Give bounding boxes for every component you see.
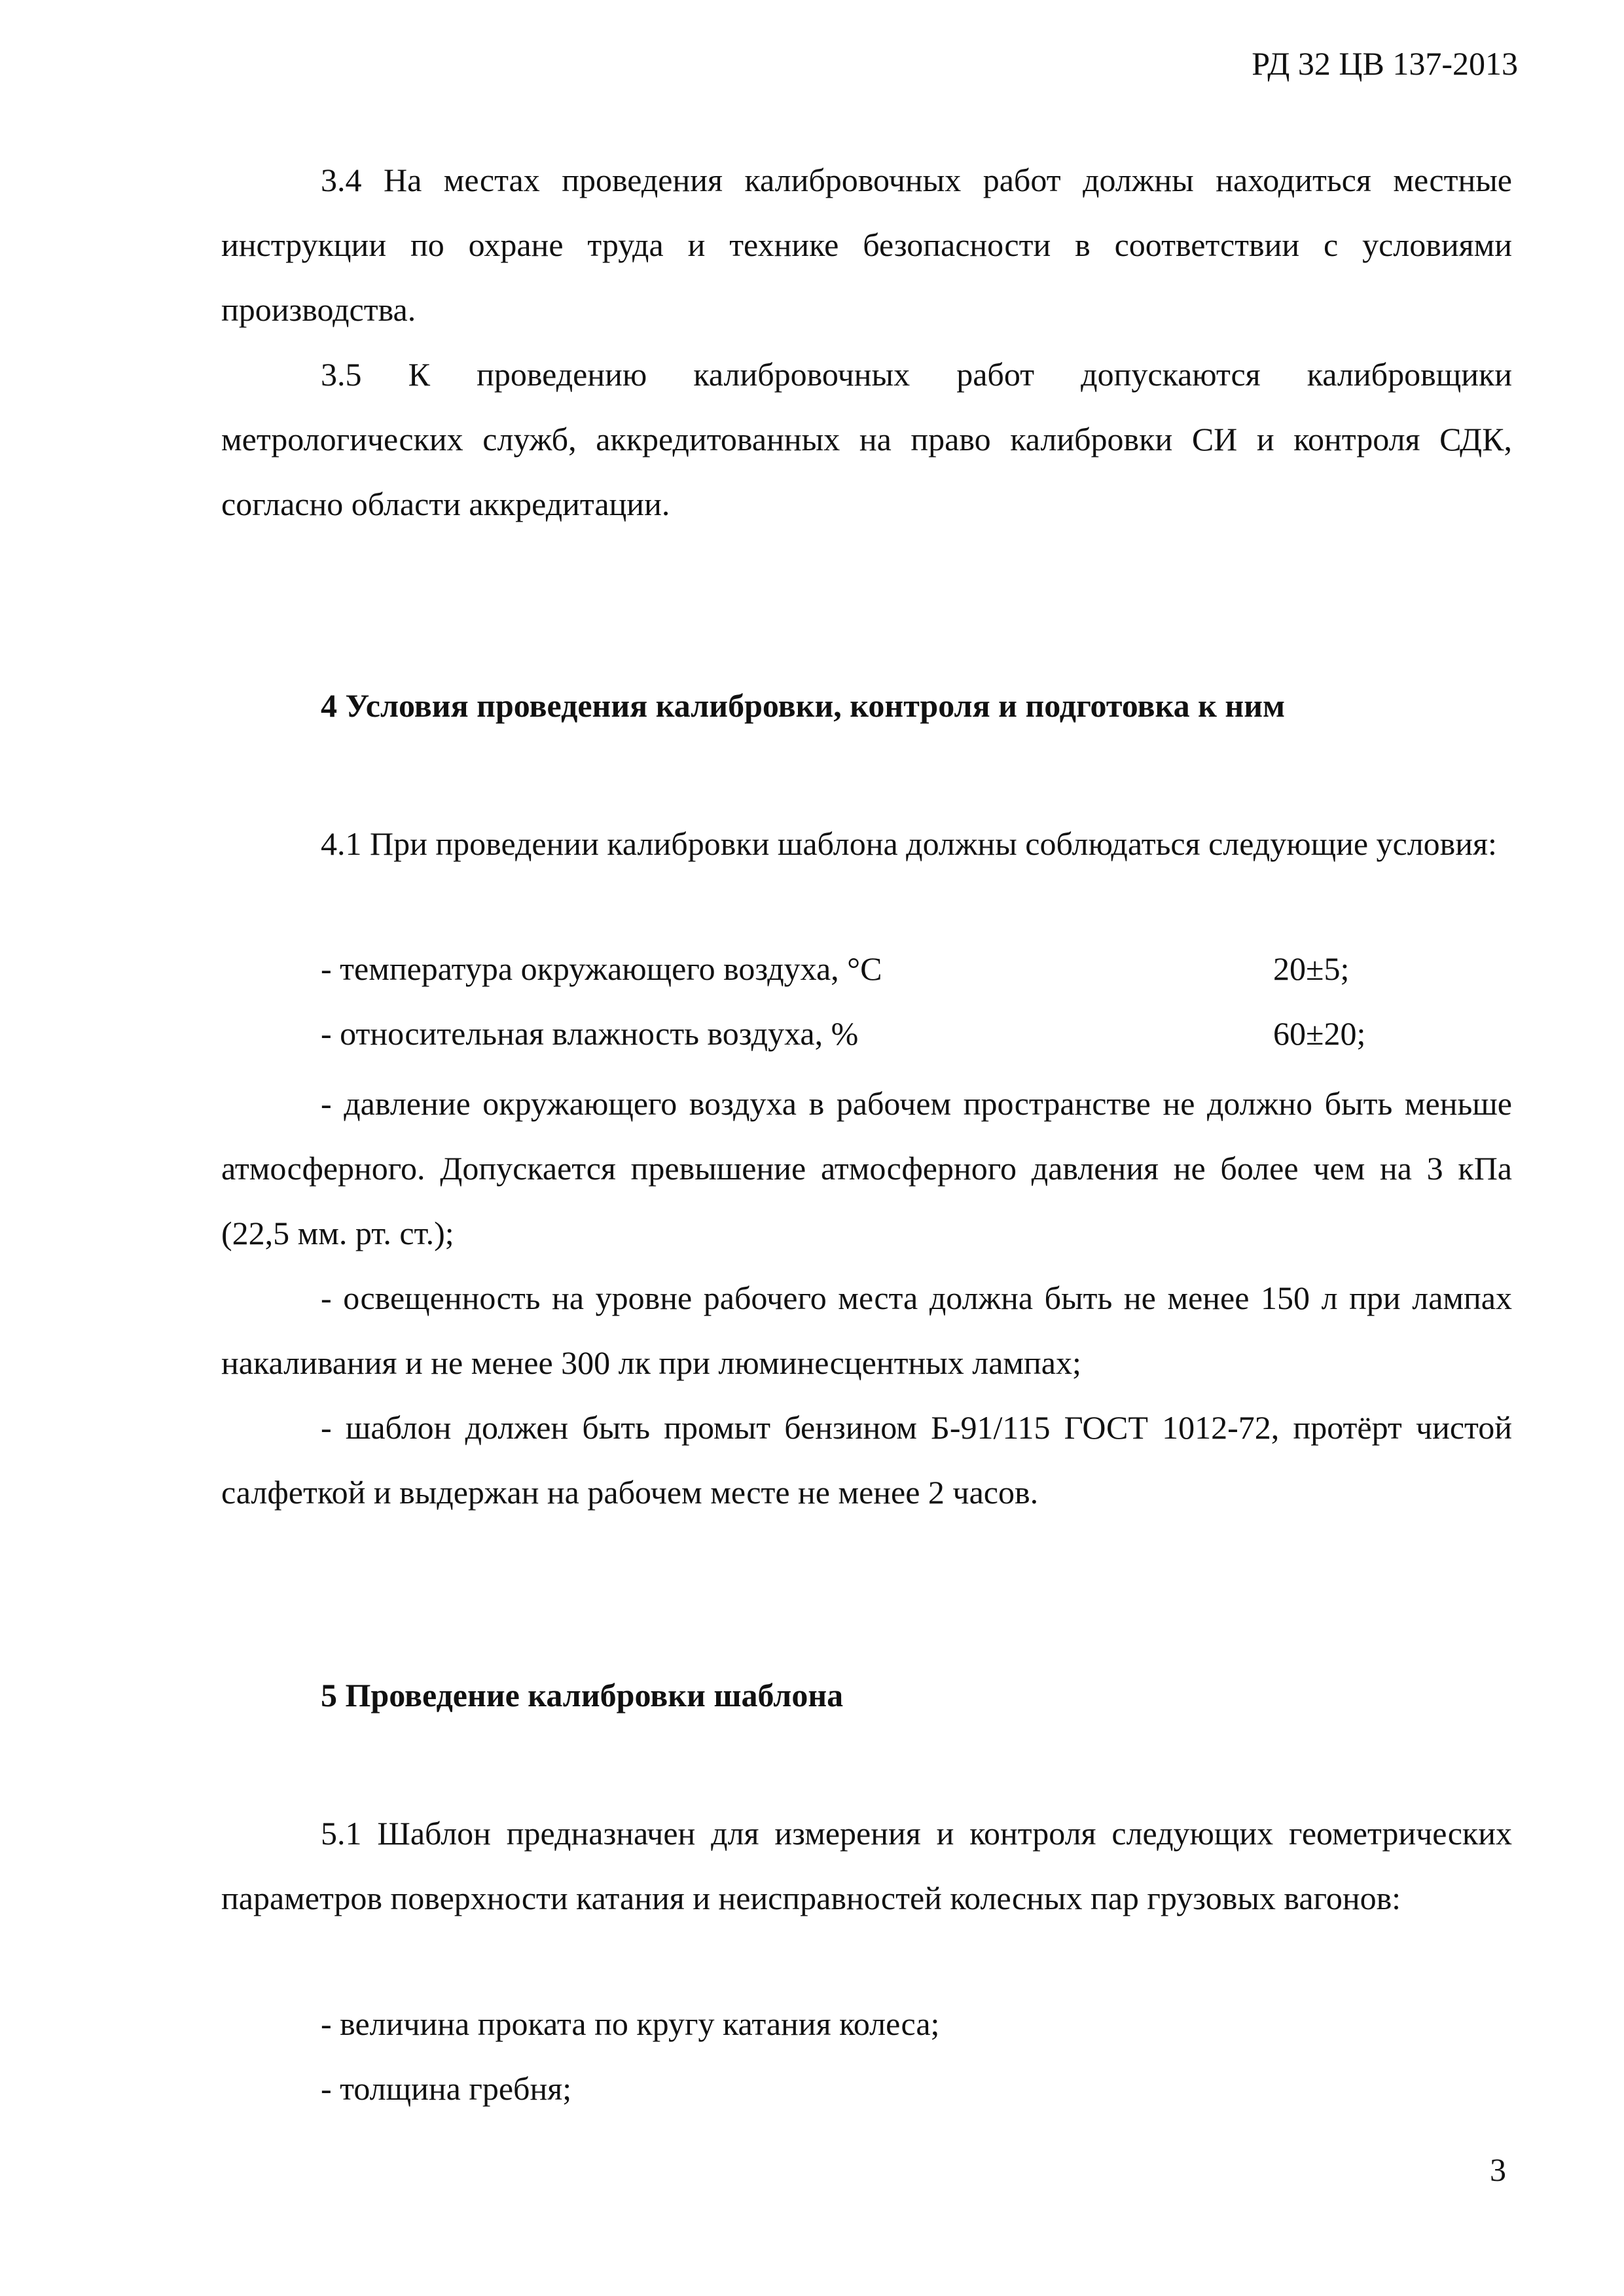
condition-temperature-value: 20±5; bbox=[1273, 950, 1350, 987]
document-code-header: РД 32 ЦВ 137-2013 bbox=[1252, 45, 1518, 82]
page-number: 3 bbox=[1490, 2151, 1506, 2188]
condition-temperature-label: - температура окружающего воздуха, °С bbox=[321, 950, 882, 987]
condition-pressure: - давление окружающего воздуха в рабочем пространстве не должно быть меньше атмосферного. Допускается превышение атмосферного давления не более чем на 3 кПа (22,5 мм. рт. ст.); bbox=[221, 1085, 1512, 1251]
paragraph-4-1: 4.1 При проведении калибровки шаблона должны соблюдаться следующие условия: bbox=[321, 825, 1497, 862]
parameter-item: - толщина гребня; bbox=[321, 2070, 572, 2107]
parameter-item: - величина проката по кругу катания колеса; bbox=[321, 2005, 940, 2042]
paragraph-3-5: 3.5 К проведению калибровочных работ допускаются калибровщики метрологических служб, аккредитованных на право калибровки СИ и контроля СДК, согласно области аккредитации. bbox=[221, 356, 1512, 522]
section-5-heading: 5 Проведение калибровки шаблона bbox=[321, 1677, 844, 1713]
condition-humidity-label: - относительная влажность воздуха, % bbox=[321, 1015, 859, 1052]
section-4-heading: 4 Условия проведения калибровки, контроля и подготовка к ним bbox=[321, 687, 1286, 724]
condition-lighting: - освещенность на уровне рабочего места должна быть не менее 150 л при лампах накаливания и не менее 300 лк при люминесцентных лампах; bbox=[221, 1280, 1512, 1381]
condition-humidity-value: 60±20; bbox=[1273, 1015, 1366, 1052]
paragraph-5-1: 5.1 Шаблон предназначен для измерения и контроля следующих геометрических параметров поверхности катания и неисправностей колесных пар грузовых вагонов: bbox=[221, 1815, 1512, 1916]
condition-cleaning: - шаблон должен быть промыт бензином Б-91/115 ГОСТ 1012-72, протёрт чистой салфеткой и выдержан на рабочем месте не менее 2 часов. bbox=[221, 1409, 1512, 1511]
paragraph-3-4: 3.4 На местах проведения калибровочных работ должны находиться местные инструкции по охране труда и технике безопасности в соответствии с условиями производства. bbox=[221, 162, 1512, 328]
